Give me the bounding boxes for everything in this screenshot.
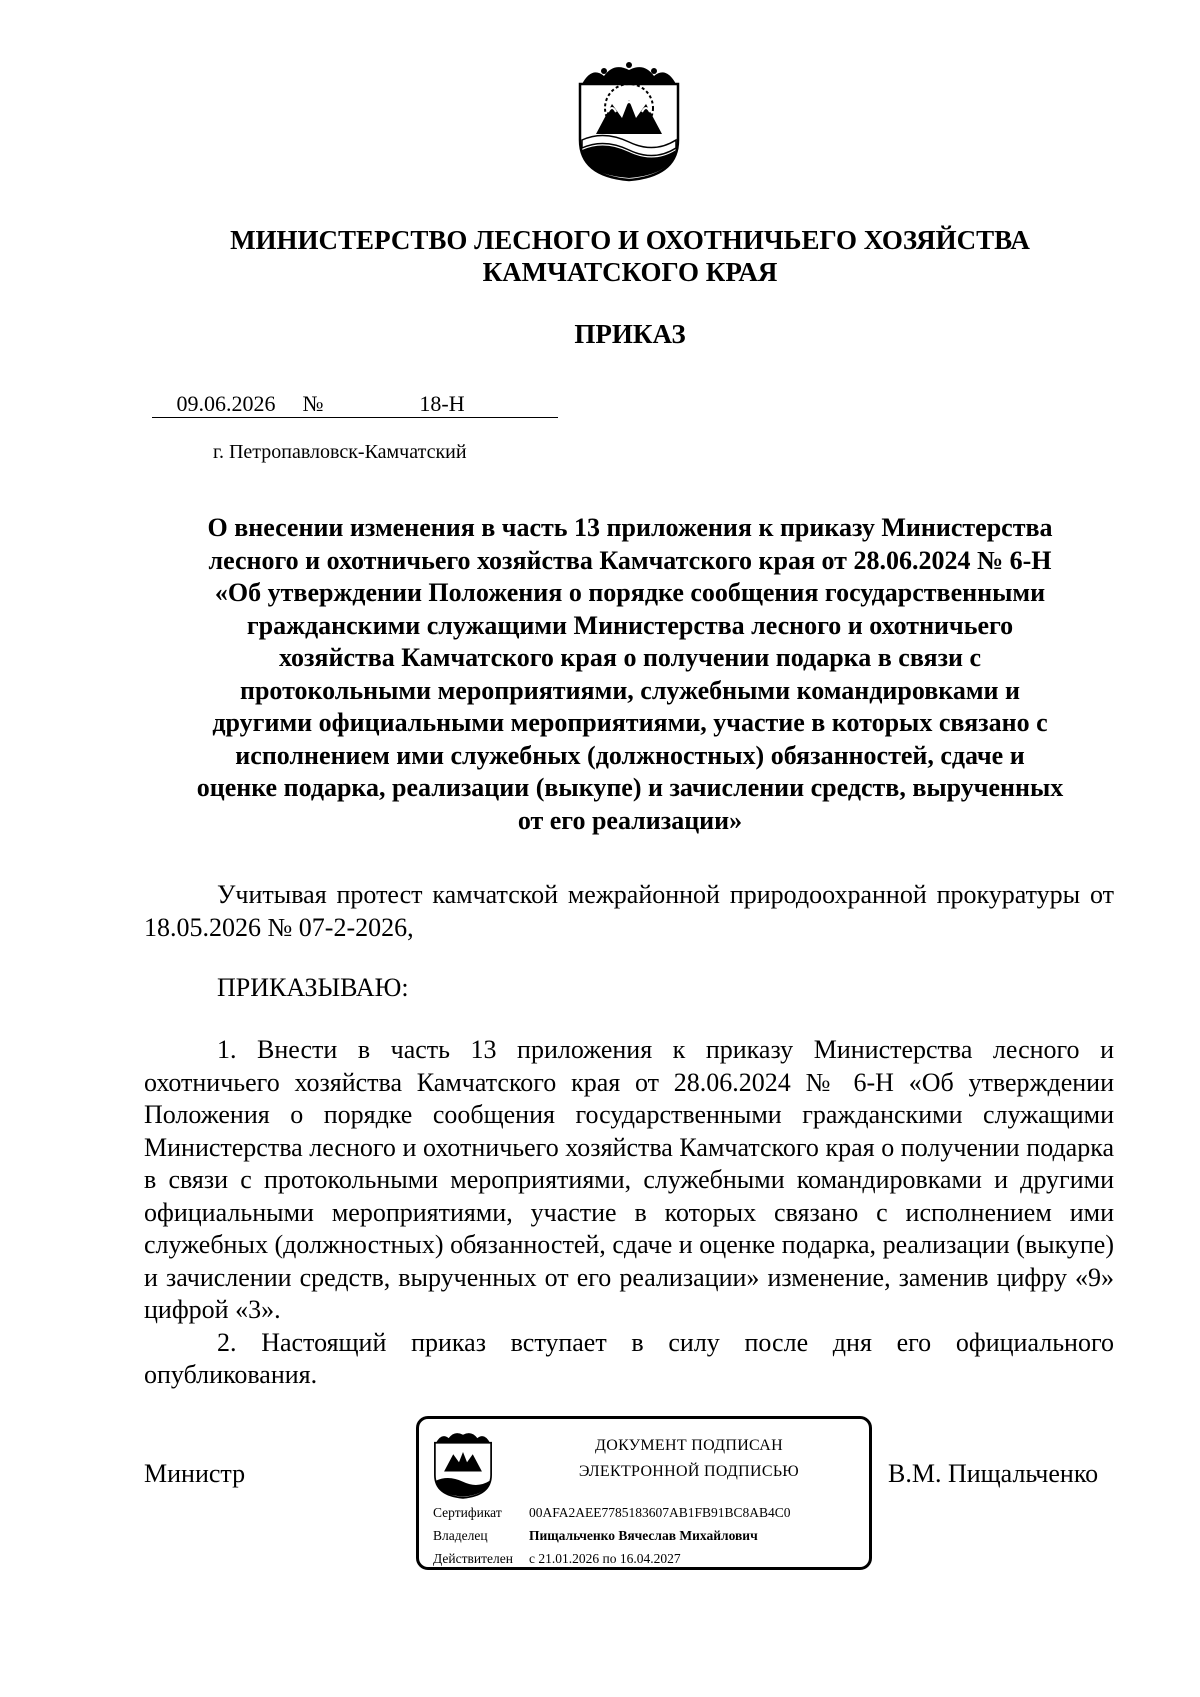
subject-line: хозяйства Камчатского края о получении подарка в связи с <box>278 643 982 672</box>
stamp-heading-line-1: ДОКУМЕНТ ПОДПИСАН <box>595 1437 783 1454</box>
coat-of-arms-icon <box>574 60 684 182</box>
stamp-owner-row <box>433 1527 758 1545</box>
preamble-text: Учитывая протест камчатской межрайонной природоохранной прокуратуры от 18.05.2026 № 07-2-2026, <box>144 880 1114 942</box>
ministry-line-2: КАМЧАТСКОГО КРАЯ <box>482 257 778 287</box>
validity-label: Действителен <box>433 1551 513 1566</box>
subject-line: от его реализации» <box>517 805 743 835</box>
signatory-name: В.М. Пищальченко <box>888 1459 1099 1488</box>
order-word-paragraph <box>144 972 1114 1005</box>
document-type: ПРИКАЗ <box>574 319 686 349</box>
order-item-1: 1. Внести в часть 13 приложения к приказу Министерства лесного и охотничьего хозяйства Камчатского края от 28.06.2024 № 6-Н «Об утверждении Положения о порядке сообщения государственными гражданскими служащими Министерства лесного и охотничьего хозяйства Камчатского края о получении подарка в связи с протокольными мероприятиями, служебными командировками и другими официальными мероприятиями, участие в которых связано с исполнением ими служебных (должностных) обязанностей, сдаче и оценке подарка, реализации (выкупе) и зачислении средств, вырученных от его реализации» изменение, заменив цифру «9» цифрой «3». <box>144 1035 1114 1324</box>
owner-value: Пищальченко Вячеслав Михайлович <box>529 1528 758 1543</box>
stamp-coat-of-arms-icon <box>431 1429 495 1499</box>
subject-line: оценке подарка, реализации (выкупе) и зачислении средств, вырученных <box>196 773 1064 802</box>
order-item-2: 2. Настоящий приказ вступает в силу после дня его официального опубликования. <box>144 1327 1114 1389</box>
order-date-number-line <box>152 391 558 418</box>
order-date: 09.06.2026 <box>152 391 300 418</box>
preamble-paragraph <box>144 879 1114 944</box>
stamp-heading-line-2: ЭЛЕКТРОННОЙ ПОДПИСЬЮ <box>578 1463 800 1480</box>
signatory-position: Министр <box>144 1459 246 1488</box>
stamp-validity-row <box>433 1550 681 1568</box>
city: г. Петропавловск-Камчатский <box>213 441 467 463</box>
subject-line: «Об утверждении Положения о порядке сообщения государственными <box>214 578 1046 607</box>
validity-value: с 21.01.2026 по 16.04.2027 <box>529 1551 681 1566</box>
certificate-value: 00AFA2AEE7785183607AB1FB91BC8AB4C0 <box>529 1505 791 1520</box>
order-items <box>144 1034 1114 1392</box>
subject-line: протокольными мероприятиями, служебными командировками и <box>239 675 1021 705</box>
ministry-line-1: МИНИСТЕРСТВО ЛЕСНОГО И ОХОТНИЧЬЕГО ХОЗЯЙСТВА <box>230 225 1030 255</box>
subject-line: О внесении изменения в часть 13 приложения к приказу Министерства <box>207 513 1053 542</box>
subject-line: другими официальными мероприятиями, участие в которых связано с <box>212 708 1048 737</box>
subject-line: лесного и охотничьего хозяйства Камчатского края от 28.06.2024 № 6-Н <box>208 545 1052 575</box>
owner-label: Владелец <box>433 1528 488 1543</box>
order-subject <box>148 512 1112 837</box>
subject-line: исполнением ими служебных (должностных) обязанностей, сдаче и <box>235 740 1025 770</box>
order-word: ПРИКАЗЫВАЮ: <box>217 973 409 1002</box>
stamp-certificate-row <box>433 1504 791 1522</box>
ministry-name <box>150 224 1110 288</box>
order-number: 18-Н <box>326 391 558 418</box>
stamp-heading <box>519 1433 859 1485</box>
order-number-sign: № <box>300 391 326 418</box>
electronic-signature-stamp <box>416 1416 872 1570</box>
certificate-label: Сертификат <box>433 1505 502 1520</box>
subject-line: гражданскими служащими Министерства лесного и охотничьего <box>246 610 1014 640</box>
